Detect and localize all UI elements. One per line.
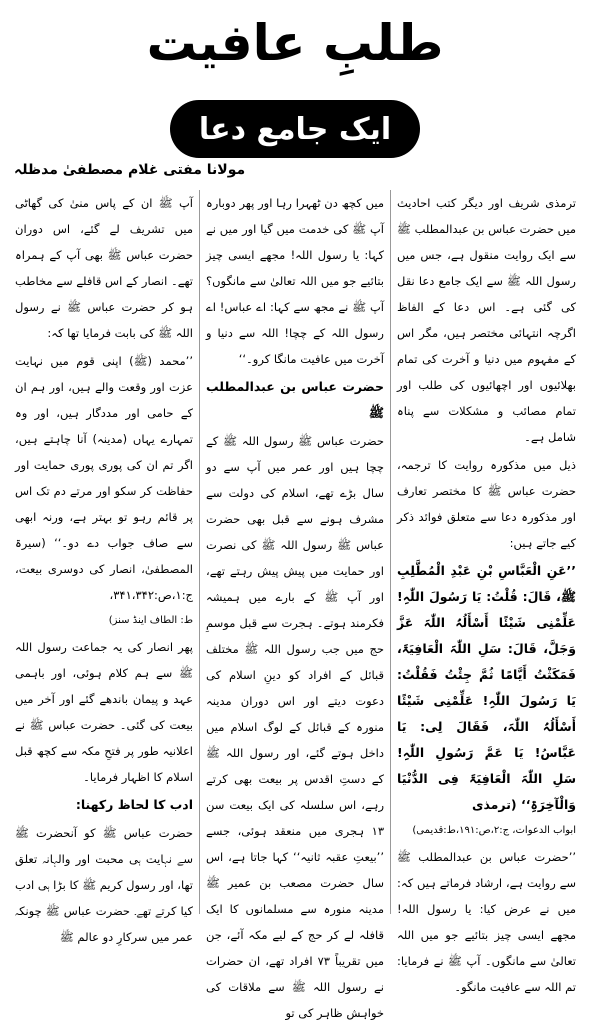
author-byline: مولانا مفتی غلام مصطفیٰ مدظلہ — [14, 162, 246, 178]
paragraph: حضرت عباس ﷺ کو آنحضرت ﷺ سے نہایت ہی محبت اور والہانہ تعلق تھا، اور رسول کریم ﷺ کا بڑا ہی ادب کیا کرتے تھے۔ حضرت عباس ﷺ چونکہ عمر میں سرکارِ دو عالم ﷺ — [15, 826, 193, 944]
column-left — [9, 190, 200, 944]
hadith-reference: ابواب الدعوات، ج:۲،ص:۱۹۱،ط:قدیمی) — [412, 825, 576, 836]
section-heading: ادب کا لحاظ رکھنا: — [75, 797, 193, 812]
article-columns — [8, 190, 582, 1020]
paragraph: میں کچھ دن ٹھہرا رہا اور پھر دوبارہ آپ ﷺ کی خدمت میں گیا اور میں نے کہا: یا رسول اللہ! مجھے ایسی چیز بتائیے جو میں اللہ تعالیٰ سے مانگوں؟ آپ ﷺ نے مجھ سے کہا: اے عباس! اے رسول اللہ کے چچا! اللہ سے دنیا و آخرت میں عافیت مانگا کرو۔‘‘ — [206, 196, 384, 366]
paragraph: ترمذی شریف اور دیگر کتب احادیث میں حضرت عباس بن عبدالمطلب ﷺ سے ایک روایت منقول ہے، جس میں رسول اللہ ﷺ سے ایک جامع دعا نقل کی گئی ہے۔ اس دعا کے الفاظ اگرچہ انتہائی مختصر ہیں، مگر اس کے مفہوم میں دنیا و آخرت کی تمام بھلائیوں اور اچھائیوں کی طلب اور تمام مصائب و مشکلات سے پناہ شامل ہے۔ — [397, 196, 576, 444]
article-title: طلبِ عافیت — [146, 14, 444, 72]
column-middle — [200, 190, 391, 1020]
subtitle-banner — [170, 100, 420, 158]
quotation: ’’محمد (ﷺ) اپنی قوم میں نہایت عزت اور وقعت والے ہیں، اور ہم ان کے حامی اور مددگار ہیں، اور وہ تمہارے یہاں (مدینہ) آنا چاہتے ہیں، اگر تم ان کی پوری پوری حمایت اور حفاظت کر سکو اور مرتے دم تک اس پر قائم رہو تو بہتر ہے، ورنہ ابھی سے صاف جواب دے دو۔‘‘ (سیرۃ المصطفیٰ، انصار کی دوسری بیعت، ج:۱،ص:۳۴۱،۳۴۲، — [15, 354, 193, 602]
citation: ط: الطاف اینڈ سنز) — [108, 615, 193, 626]
column-right — [391, 190, 582, 994]
paragraph: پھر انصار کی یہ جماعت رسول اللہ ﷺ سے ہم کلام ہوئی، اور باہمی عہد و پیمان باندھے گئے اور آخر میں بیعت کی گئی۔ حضرت عباس ﷺ نے اعلانیہ طور پر فتحِ مکہ سے کچھ قبل اسلام کا اظہار فرمایا۔ — [15, 640, 193, 784]
paragraph: آپ ﷺ ان کے پاس منیٰ کی گھاٹی میں تشریف لے گئے، اس دوران حضرت عباس ﷺ بھی آپ کے ہمراہ تھے۔ انصار کے اس قافلے سے مخاطب ہو کر حضرت عباس ﷺ نے رسول اللہ ﷺ کی بابت فرمایا تھا کہ: — [15, 196, 193, 340]
section-heading: حضرت عباس بن عبدالمطلب ﷺ — [206, 379, 384, 420]
paragraph: ذیل میں مذکورہ روایت کا ترجمہ، حضرت عباس ﷺ کا مختصر تعارف اور مذکورہ دعا سے متعلق فوائد ذکر کیے جاتے ہیں: — [397, 458, 576, 550]
hadith-translation: ’’حضرت عباس بن عبدالمطلب ﷺ سے روایت ہے، ارشاد فرماتے ہیں کہ: میں نے عرض کیا: یا رسول اللہ! مجھے ایسی چیز بتائیے جو میں اللہ تعالیٰ سے مانگوں۔ آپ ﷺ نے فرمایا: تم اللہ سے عافیت مانگو۔ — [397, 850, 576, 994]
arabic-hadith-text: ’’عَنِ الْعَبَّاسِ بْنِ عَبْدِ الْمُطَّلِبِ ﷺ، قَالَ: قُلْتُ: یَا رَسُولَ اللّٰہِ! عَلِّمْنِی شَیْئًا أَسْأَلُہُ اللّٰہَ عَزَّ وَجَلَّ، قَالَ: سَلِ اللّٰہَ الْعَافِیَۃَ، فَمَکَثْتُ أَیَّامًا ثُمَّ جِئْتُ فَقُلْتُ: یَا رَسُولَ اللّٰہِ! عَلِّمْنِی شَیْئًا أَسْأَلُہُ اللّٰہَ، فَقَالَ لِی: یَا عَبَّاسُ! یَا عَمَّ رَسُولِ اللّٰہِ! سَلِ اللّٰہَ الْعَافِیَۃَ فِی الدُّنْیَا وَالْآخِرَۃِ‘‘ (ترمذی — [397, 563, 576, 812]
paragraph: حضرت عباس ﷺ رسول اللہ ﷺ کے چچا ہیں اور عمر میں آپ سے دو سال بڑے تھے، اسلام کی دولت سے مشرف ہونے سے قبل بھی حضرت عباس ﷺ رسول اللہ ﷺ کی نصرت اور حمایت میں پیش پیش رہتے تھے، اور آپ ﷺ کے بارے میں ہمیشہ فکرمند ہوتے۔ ہجرت سے قبل موسمِ حج میں جب رسول اللہ ﷺ مختلف قبائل کے افراد کو دینِ اسلام کی دعوت دیتے اور اس دوران مدینہ منورہ کے قبائل کے لوگ اسلام میں داخل ہوتے گئے، اور رسول اللہ ﷺ کے دستِ اقدس پر بیعت بھی کرتے رہے، اس سلسلہ کی ایک بیعت سن ۱۳ ہجری میں منعقد ہوئی، جسے ’’بیعتِ عقبہ ثانیہ‘‘ کہا جاتا ہے، اس سال حضرت مصعب بن عمیر ﷺ مدینہ منورہ سے مسلمانوں کا ایک قافلہ لے کر حج کے لیے مکہ آئے، جن میں تقریباً ۷۳ افراد تھے، ان حضرات نے رسول اللہ ﷺ سے ملاقات کی خواہش ظاہر کی تو — [206, 434, 384, 1020]
subtitle-text: ایک جامع دعا — [198, 111, 392, 147]
